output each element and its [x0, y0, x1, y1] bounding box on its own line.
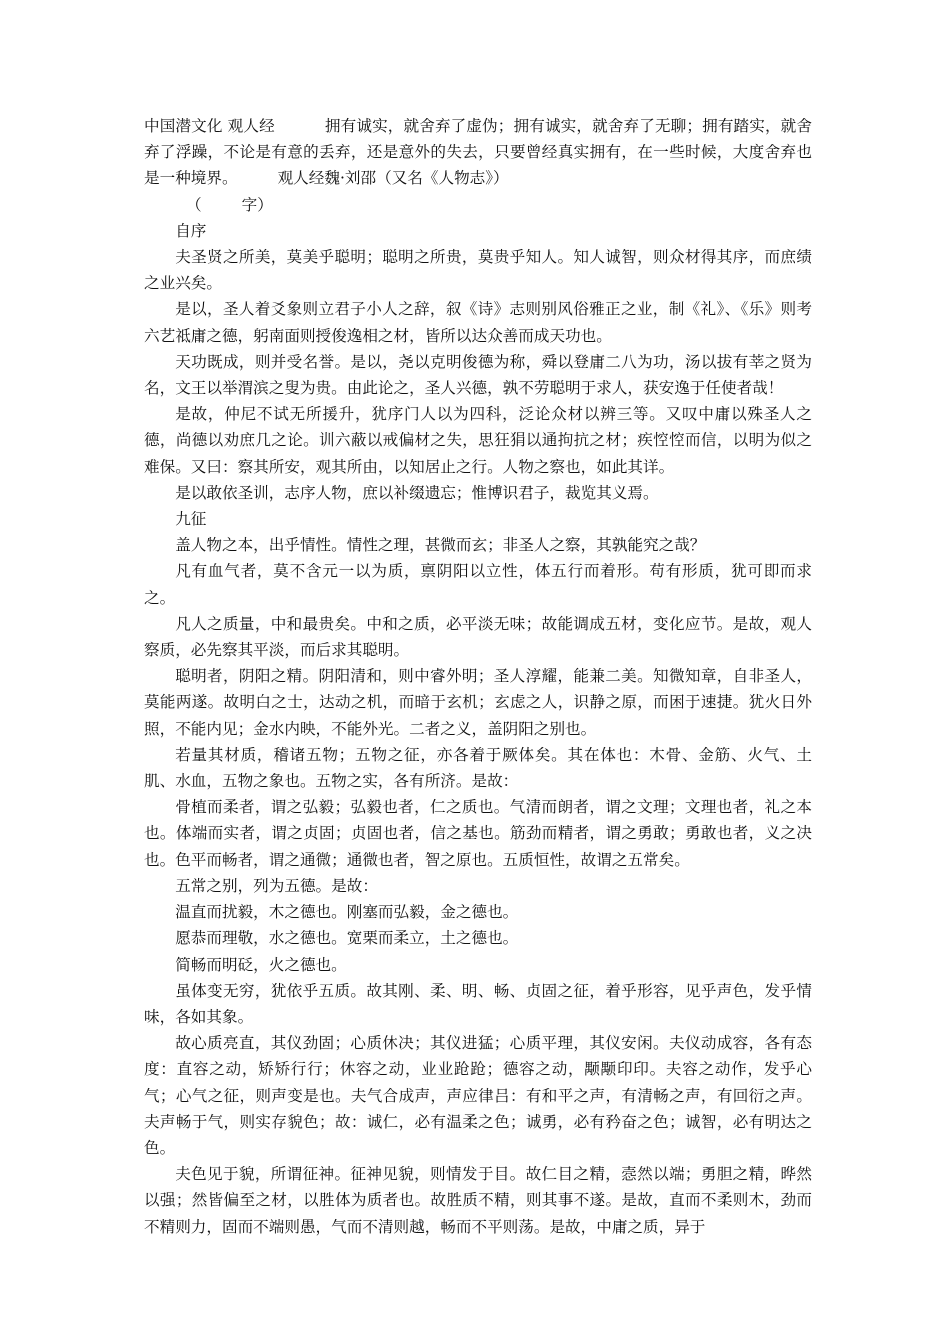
- document-body: [144, 218, 812, 1240]
- document-page: [144, 113, 812, 1240]
- paragraph: 天功既成，则并受名誉。是以，尧以克明俊德为称，舜以登庸二八为功，汤以拔有莘之贤为名，文王以举渭滨之叟为贵。由此论之，圣人兴德，孰不劳聪明于求人，获安逸于任使者哉！: [144, 352, 812, 398]
- paragraph: 故心质亮直，其仪劲固；心质休决；其仪进猛；心质平理，其仪安闲。夫仪动成容，各有态度：直容之动，矫矫行行；休容之动，业业跄跄；德容之动，颙颙印印。夫容之动作，发乎心气；心气之征，则声变是也。夫气合成声，声应律吕：有和平之声，有清畅之声，有回衍之声。夫声畅于气，则实存貌色；故：诚仁，必有温柔之色；诚勇，必有矜奋之色；诚智，必有明达之色。: [144, 1034, 812, 1157]
- paragraph: 凡人之质量，中和最贵矣。中和之质，必平淡无味；故能调成五材，变化应节。是故，观人察质，必先察其平淡，而后求其聪明。: [144, 614, 812, 660]
- paragraph: 温直而扰毅，木之德也。刚塞而弘毅，金之德也。: [175, 903, 519, 922]
- document-intro: [144, 113, 812, 192]
- paragraph: 五常之别，列为五德。是故：: [175, 876, 378, 895]
- paragraph: 虽体变无穷，犹依乎五质。故其刚、柔、明、畅、贞固之征，着乎形容，见乎声色，发乎情味，各如其象。: [144, 981, 812, 1026]
- paragraph: 是以，圣人着爻象则立君子小人之辞，叙《诗》志则别风俗雅正之业，制《礼》、《乐》则考六艺祗庸之德，躬南面则授俊逸相之材，皆所以达众善而成天功也。: [144, 300, 812, 345]
- paragraph: 夫圣贤之所美，莫美乎聪明；聪明之所贵，莫贵乎知人。知人诚智，则众材得其序，而庶绩之业兴矣。: [144, 248, 812, 293]
- paragraph: 凡有血气者，莫不含元一以为质，禀阴阳以立性，体五行而着形。苟有形质，犹可即而求之。: [144, 562, 812, 607]
- char-count-line: （ 字）: [186, 195, 273, 214]
- source-title: 中国潜文化 观人经: [144, 117, 275, 135]
- paragraph: 夫色见于貌，所谓征神。征神见貌，则情发于目。故仁目之精，悫然以端；勇胆之精，晔然以强；然皆偏至之材，以胜体为质者也。故胜质不精，则其事不遂。是故，直而不柔则木，劲而不精则力，固而不端则愚，气而不清则越，畅而不平则荡。是故，中庸之质，异于: [144, 1165, 812, 1236]
- book-title: 观人经魏·刘邵（又名《人物志》）: [277, 169, 509, 188]
- paragraph: 是以敢依圣训，志序人物，庶以补缀遗忘；惟博识君子，裁览其义焉。: [175, 483, 659, 502]
- paragraph: 聪明者，阴阳之精。阴阳清和，则中睿外明；圣人淳耀，能兼二美。知微知章，自非圣人，莫能两遂。故明白之士，达动之机，而暗于玄机；玄虑之人，识静之原，而困于速捷。犹火日外照，不能内见；金水内映，不能外光。二者之义，盖阴阳之别也。: [144, 667, 812, 738]
- paragraph: 若量其材质，稽诸五物；五物之征，亦各着于厥体矣。其在体也：木骨、金筋、火气、土肌、水血，五物之象也。五物之实，各有所济。是故：: [144, 745, 812, 791]
- section-heading: 九征: [175, 510, 207, 529]
- section-heading: 自序: [175, 221, 207, 240]
- paragraph: 骨植而柔者，谓之弘毅；弘毅也者，仁之质也。气清而朗者，谓之文理；文理也者，礼之本也。体端而实者，谓之贞固；贞固也者，信之基也。筋劲而精者，谓之勇敢；勇敢也者，义之决也。色平而畅者，谓之通微；通微也者，智之原也。五质恒性，故谓之五常矣。: [144, 798, 812, 869]
- paragraph: 简畅而明砭，火之德也。: [175, 955, 347, 974]
- intro-text: 拥有诚实，就舍弃了虚伪；拥有诚实，就舍弃了无聊；拥有踏实，就舍弃了浮躁，不论是有意的丢弃，还是意外的失去，只要曾经真实拥有，在一些时候，大度舍弃也是一种境界。: [144, 117, 812, 188]
- paragraph: 是故，仲尼不试无所援升，犹序门人以为四科，泛论众材以辨三等。又叹中庸以殊圣人之德，尚德以劝庶几之论。训六蔽以戒偏材之失，思狂狷以通拘抗之材；疾悾悾而信，以明为似之难保。又曰：察其所安，观其所由，以知居止之行。人物之察也，如此其详。: [144, 405, 812, 476]
- paragraph: 盖人物之本，出乎情性。情性之理，甚微而玄；非圣人之察，其孰能究之哉？: [175, 536, 706, 555]
- paragraph: 愿恭而理敬，水之德也。宽栗而柔立，土之德也。: [175, 929, 519, 948]
